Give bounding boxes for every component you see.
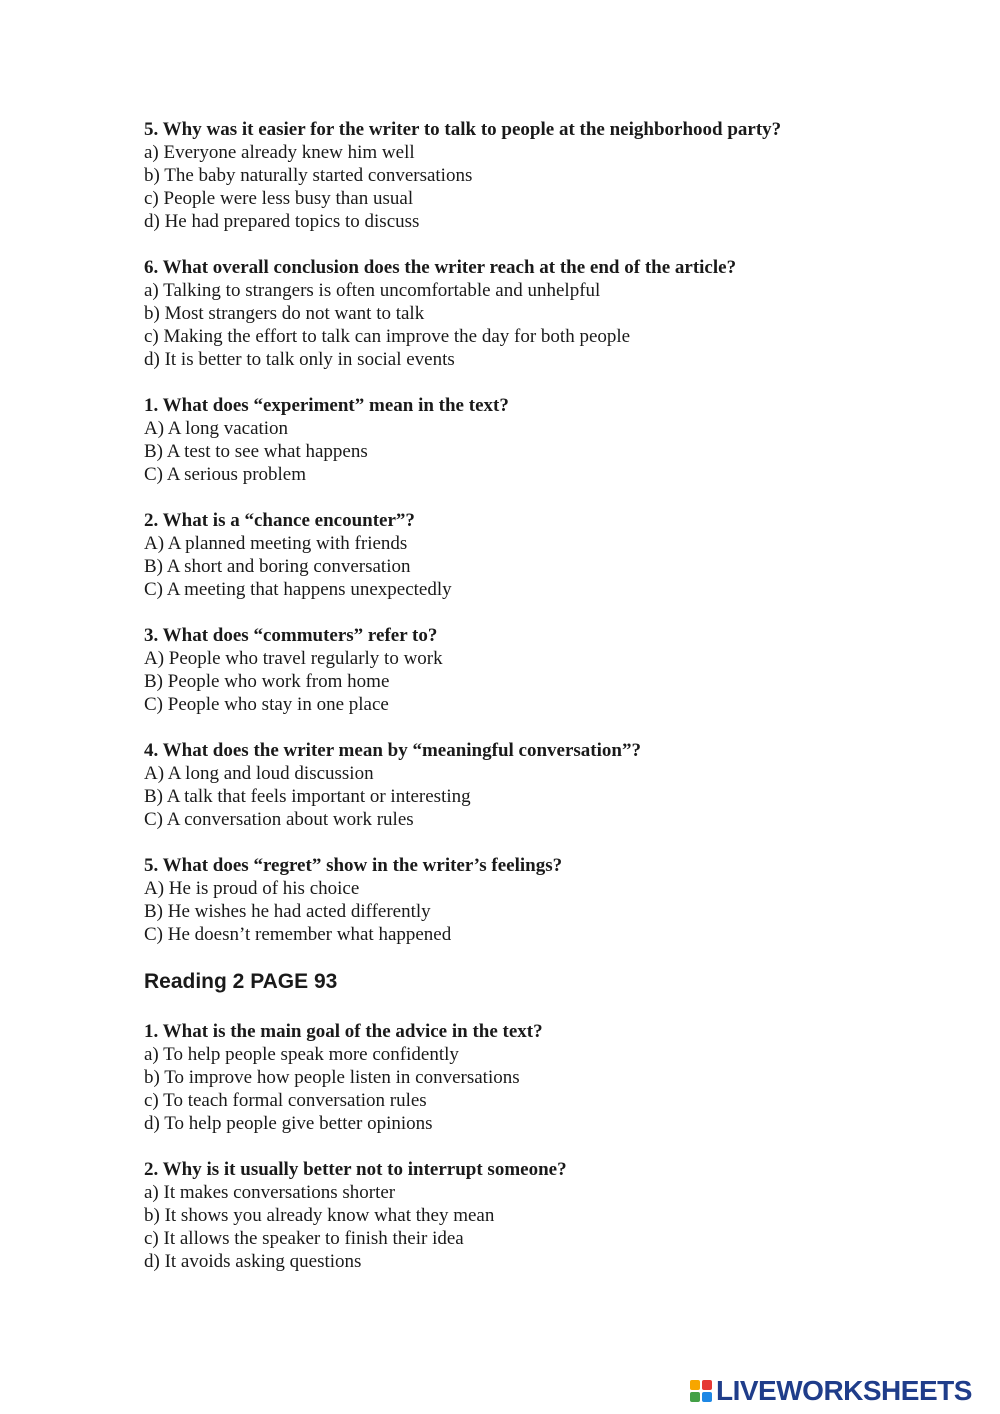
answer-option: c) To teach formal conversation rules	[144, 1090, 427, 1111]
answer-option: C) A conversation about work rules	[144, 809, 414, 830]
answer-option: d) He had prepared topics to discuss	[144, 211, 420, 232]
logo-square	[702, 1392, 712, 1402]
answer-option: B) A short and boring conversation	[144, 556, 411, 577]
logo-square	[690, 1380, 700, 1390]
answer-option: d) It is better to talk only in social events	[144, 349, 455, 370]
answer-option: a) It makes conversations shorter	[144, 1182, 396, 1203]
section-heading: Reading 2 PAGE 93	[144, 970, 338, 993]
question-block	[144, 394, 944, 486]
question-title: 4. What does the writer mean by “meaningful conversation”?	[144, 740, 641, 761]
answer-option: B) He wishes he had acted differently	[144, 901, 431, 922]
logo-square	[702, 1380, 712, 1390]
question-title: 5. What does “regret” show in the writer’s feelings?	[144, 855, 563, 876]
logo-text: LIVEWORKSHEETS	[716, 1375, 972, 1406]
answer-option: A) A long vacation	[144, 418, 289, 439]
question-block	[144, 854, 944, 946]
question-title: 1. What is the main goal of the advice in the text?	[144, 1021, 543, 1042]
answer-option: B) A test to see what happens	[144, 441, 368, 462]
question-title: 2. What is a “chance encounter”?	[144, 510, 415, 531]
answer-option: d) It avoids asking questions	[144, 1251, 362, 1272]
answer-option: c) People were less busy than usual	[144, 188, 414, 209]
answer-option: a) Talking to strangers is often uncomfortable and unhelpful	[144, 280, 601, 301]
answer-option: b) Most strangers do not want to talk	[144, 303, 425, 324]
answer-option: A) He is proud of his choice	[144, 878, 360, 899]
answer-option: A) A long and loud discussion	[144, 763, 374, 784]
liveworksheets-logo	[690, 1374, 972, 1408]
answer-option: C) A meeting that happens unexpectedly	[144, 579, 452, 600]
answer-option: a) To help people speak more confidently	[144, 1044, 459, 1065]
answer-option: A) People who travel regularly to work	[144, 648, 443, 669]
question-title: 1. What does “experiment” mean in the text?	[144, 395, 509, 416]
worksheet-content	[144, 118, 944, 1296]
questions-part-2	[144, 1020, 944, 1273]
answer-option: b) The baby naturally started conversations	[144, 165, 473, 186]
question-block	[144, 624, 944, 716]
question-block	[144, 1020, 944, 1135]
answer-option: A) A planned meeting with friends	[144, 533, 408, 554]
liveworksheets-logo-icon	[690, 1380, 712, 1402]
question-title: 6. What overall conclusion does the writer reach at the end of the article?	[144, 257, 737, 278]
question-block	[144, 509, 944, 601]
answer-option: C) People who stay in one place	[144, 694, 389, 715]
answer-option: C) He doesn’t remember what happened	[144, 924, 452, 945]
logo-square	[690, 1392, 700, 1402]
question-block	[144, 256, 944, 371]
question-title: 5. Why was it easier for the writer to talk to people at the neighborhood party?	[144, 119, 782, 140]
answer-option: c) Making the effort to talk can improve the day for both people	[144, 326, 631, 347]
answer-option: a) Everyone already knew him well	[144, 142, 415, 163]
answer-option: b) To improve how people listen in conversations	[144, 1067, 520, 1088]
answer-option: c) It allows the speaker to finish their idea	[144, 1228, 464, 1249]
question-block	[144, 118, 944, 233]
question-block	[144, 1158, 944, 1273]
answer-option: C) A serious problem	[144, 464, 307, 485]
answer-option: B) People who work from home	[144, 671, 390, 692]
questions-part-1	[144, 118, 944, 946]
question-title: 2. Why is it usually better not to interrupt someone?	[144, 1159, 567, 1180]
question-title: 3. What does “commuters” refer to?	[144, 625, 438, 646]
question-block	[144, 739, 944, 831]
answer-option: d) To help people give better opinions	[144, 1113, 433, 1134]
answer-option: b) It shows you already know what they mean	[144, 1205, 495, 1226]
answer-option: B) A talk that feels important or interesting	[144, 786, 471, 807]
